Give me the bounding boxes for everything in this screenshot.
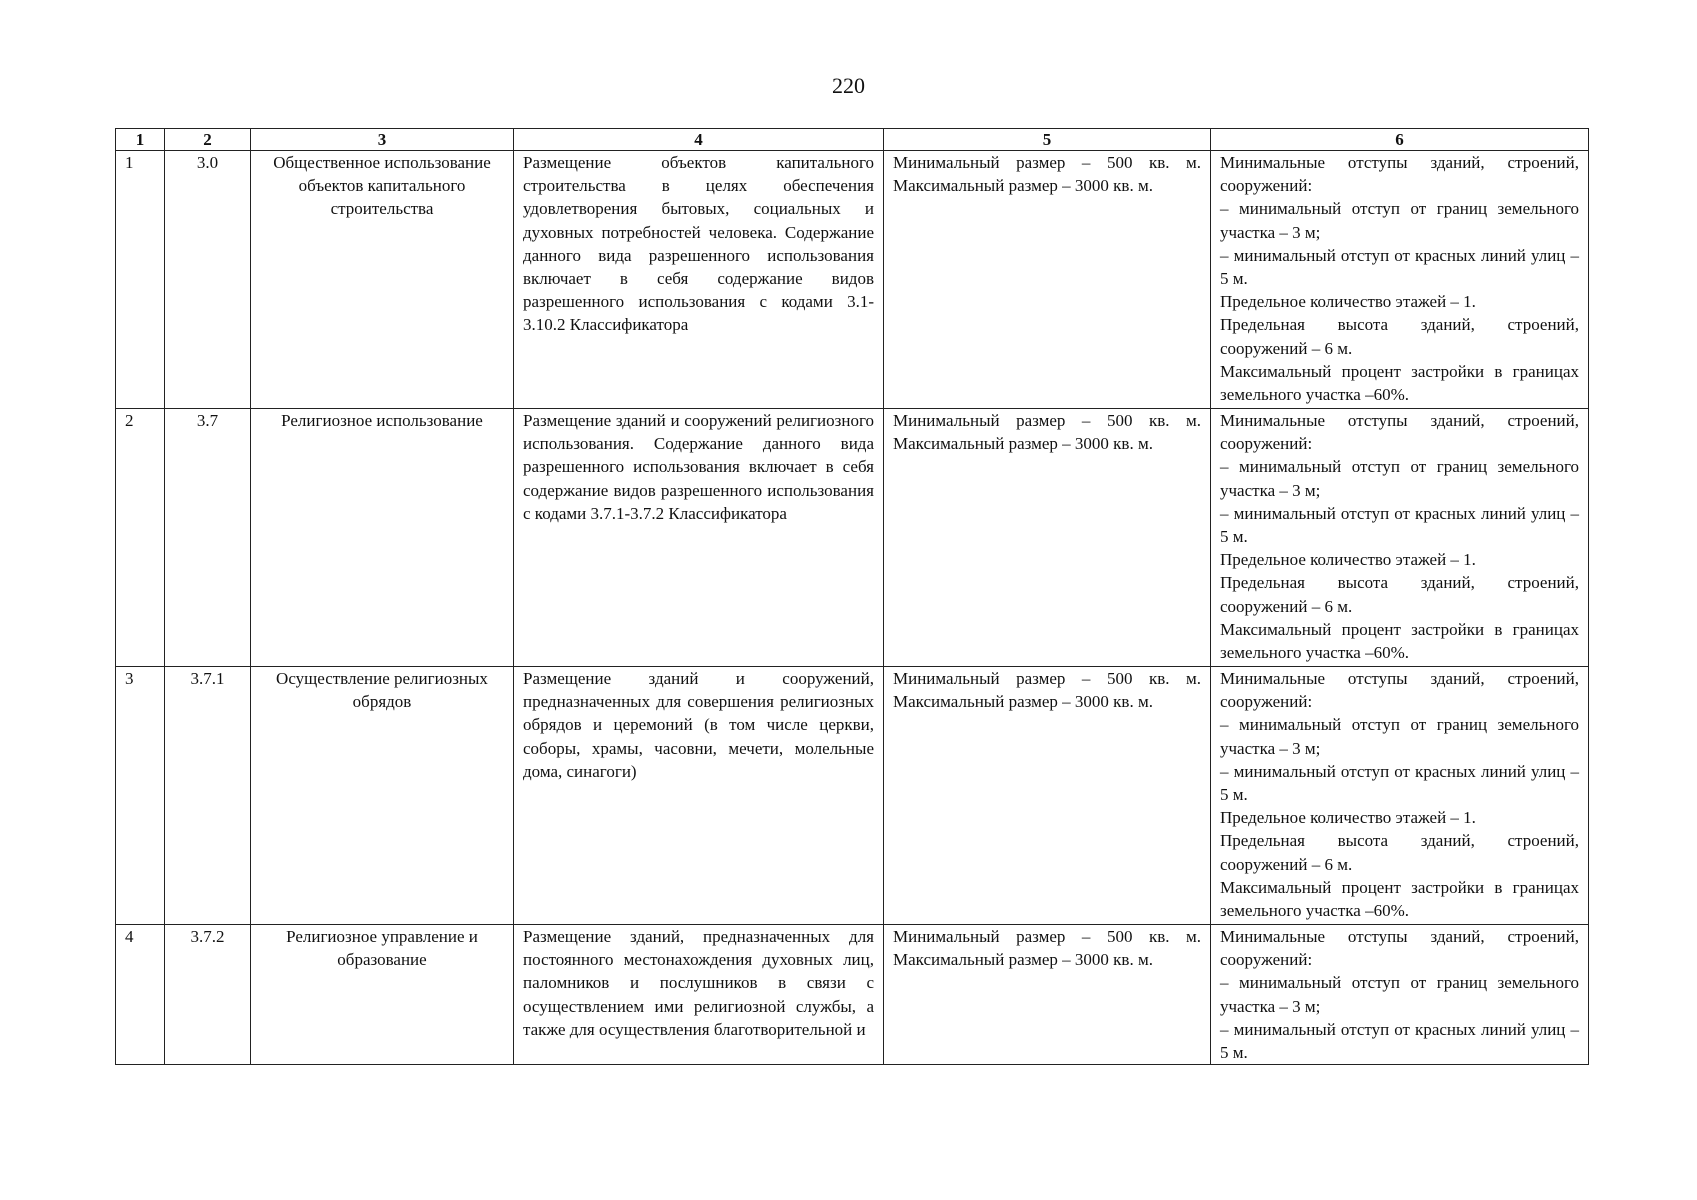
parameter-line: Предельное количество этажей – 1. (1220, 292, 1476, 312)
use-name: Общественное использование объектов капитального строительства (251, 151, 514, 409)
use-description: Размещение зданий и сооружений религиозного использования. Содержание данного вида разрешенного использования включает в себя содержание видов разрешенного использования с кодами 3.7.1-3.7.2 Классификатора (514, 409, 884, 667)
parameter-line: Минимальные отступы зданий, строений, сооружений: (1220, 153, 1579, 196)
row-number: 4 (116, 925, 165, 1065)
parameter-line: Предельная высота зданий, строений, сооружений – 6 м. (1220, 315, 1579, 358)
row-number: 3 (116, 667, 165, 925)
land-use-table (115, 128, 1589, 1065)
parameter-line: – минимальный отступ от границ земельного участка – 3 м; (1220, 973, 1579, 1016)
parameter-line: – минимальный отступ от красных линий улиц – 5 м. (1220, 245, 1579, 289)
column-header-4: 4 (514, 129, 884, 151)
use-name: Религиозное использование (251, 409, 514, 667)
parameter-line: – минимальный отступ от границ земельного участка – 3 м; (1220, 457, 1579, 500)
page-number: 220 (832, 73, 865, 98)
parameter-line: Максимальный процент застройки в границах земельного участка –60%. (1220, 361, 1579, 405)
table-row (116, 667, 1589, 925)
parameter-line: Максимальный процент застройки в границах земельного участка –60%. (1220, 619, 1579, 663)
use-code: 3.0 (165, 151, 251, 409)
column-header-5: 5 (884, 129, 1211, 151)
use-code: 3.7 (165, 409, 251, 667)
column-header-6: 6 (1211, 129, 1589, 151)
use-description: Размещение объектов капитального строительства в целях обеспечения удовлетворения бытовых, социальных и духовных потребностей человека. Содержание данного вида разрешенного использования включает в себя содержание видов разрешенного использования с кодами 3.1-3.10.2 Классификатора (514, 151, 884, 409)
table-row (116, 151, 1589, 409)
plot-size-limits: Минимальный размер – 500 кв. м. Максимальный размер – 3000 кв. м. (884, 409, 1211, 667)
parameter-line: – минимальный отступ от красных линий улиц – 5 м. (1220, 1019, 1579, 1063)
use-description: Размещение зданий и сооружений, предназначенных для совершения религиозных обрядов и церемоний (в том числе церкви, соборы, храмы, часовни, мечети, молельные дома, синагоги) (514, 667, 884, 925)
parameter-line: Предельное количество этажей – 1. (1220, 550, 1476, 570)
parameter-line: Предельная высота зданий, строений, сооружений – 6 м. (1220, 573, 1579, 616)
parameter-line: Минимальные отступы зданий, строений, сооружений: (1220, 669, 1579, 712)
column-header-3: 3 (251, 129, 514, 151)
building-parameters (1211, 667, 1589, 925)
table-row (116, 409, 1589, 667)
table-header-row (116, 129, 1589, 151)
row-number: 2 (116, 409, 165, 667)
parameter-line: – минимальный отступ от границ земельного участка – 3 м; (1220, 199, 1579, 242)
parameter-line: Минимальные отступы зданий, строений, сооружений: (1220, 927, 1579, 970)
building-parameters (1211, 409, 1589, 667)
use-name: Религиозное управление и образование (251, 925, 514, 1065)
plot-size-limits: Минимальный размер – 500 кв. м. Максимальный размер – 3000 кв. м. (884, 667, 1211, 925)
use-name: Осуществление религиозных обрядов (251, 667, 514, 925)
row-number: 1 (116, 151, 165, 409)
parameter-line: Предельная высота зданий, строений, сооружений – 6 м. (1220, 831, 1579, 874)
parameter-line: – минимальный отступ от красных линий улиц – 5 м. (1220, 503, 1579, 547)
parameter-line: Максимальный процент застройки в границах земельного участка –60%. (1220, 877, 1579, 921)
parameter-line: – минимальный отступ от границ земельного участка – 3 м; (1220, 715, 1579, 758)
column-header-1: 1 (116, 129, 165, 151)
building-parameters (1211, 151, 1589, 409)
parameter-line: Минимальные отступы зданий, строений, сооружений: (1220, 411, 1579, 454)
parameter-line: Предельное количество этажей – 1. (1220, 808, 1476, 828)
column-header-2: 2 (165, 129, 251, 151)
use-code: 3.7.2 (165, 925, 251, 1065)
parameter-line: – минимальный отступ от красных линий улиц – 5 м. (1220, 761, 1579, 805)
plot-size-limits: Минимальный размер – 500 кв. м. Максимальный размер – 3000 кв. м. (884, 151, 1211, 409)
building-parameters (1211, 925, 1589, 1065)
table-row (116, 925, 1589, 1065)
plot-size-limits: Минимальный размер – 500 кв. м. Максимальный размер – 3000 кв. м. (884, 925, 1211, 1065)
use-description: Размещение зданий, предназначенных для постоянного местонахождения духовных лиц, паломников и послушников в связи с осуществлением ими религиозной службы, а также для осуществления благотворительной и (514, 925, 884, 1065)
use-code: 3.7.1 (165, 667, 251, 925)
